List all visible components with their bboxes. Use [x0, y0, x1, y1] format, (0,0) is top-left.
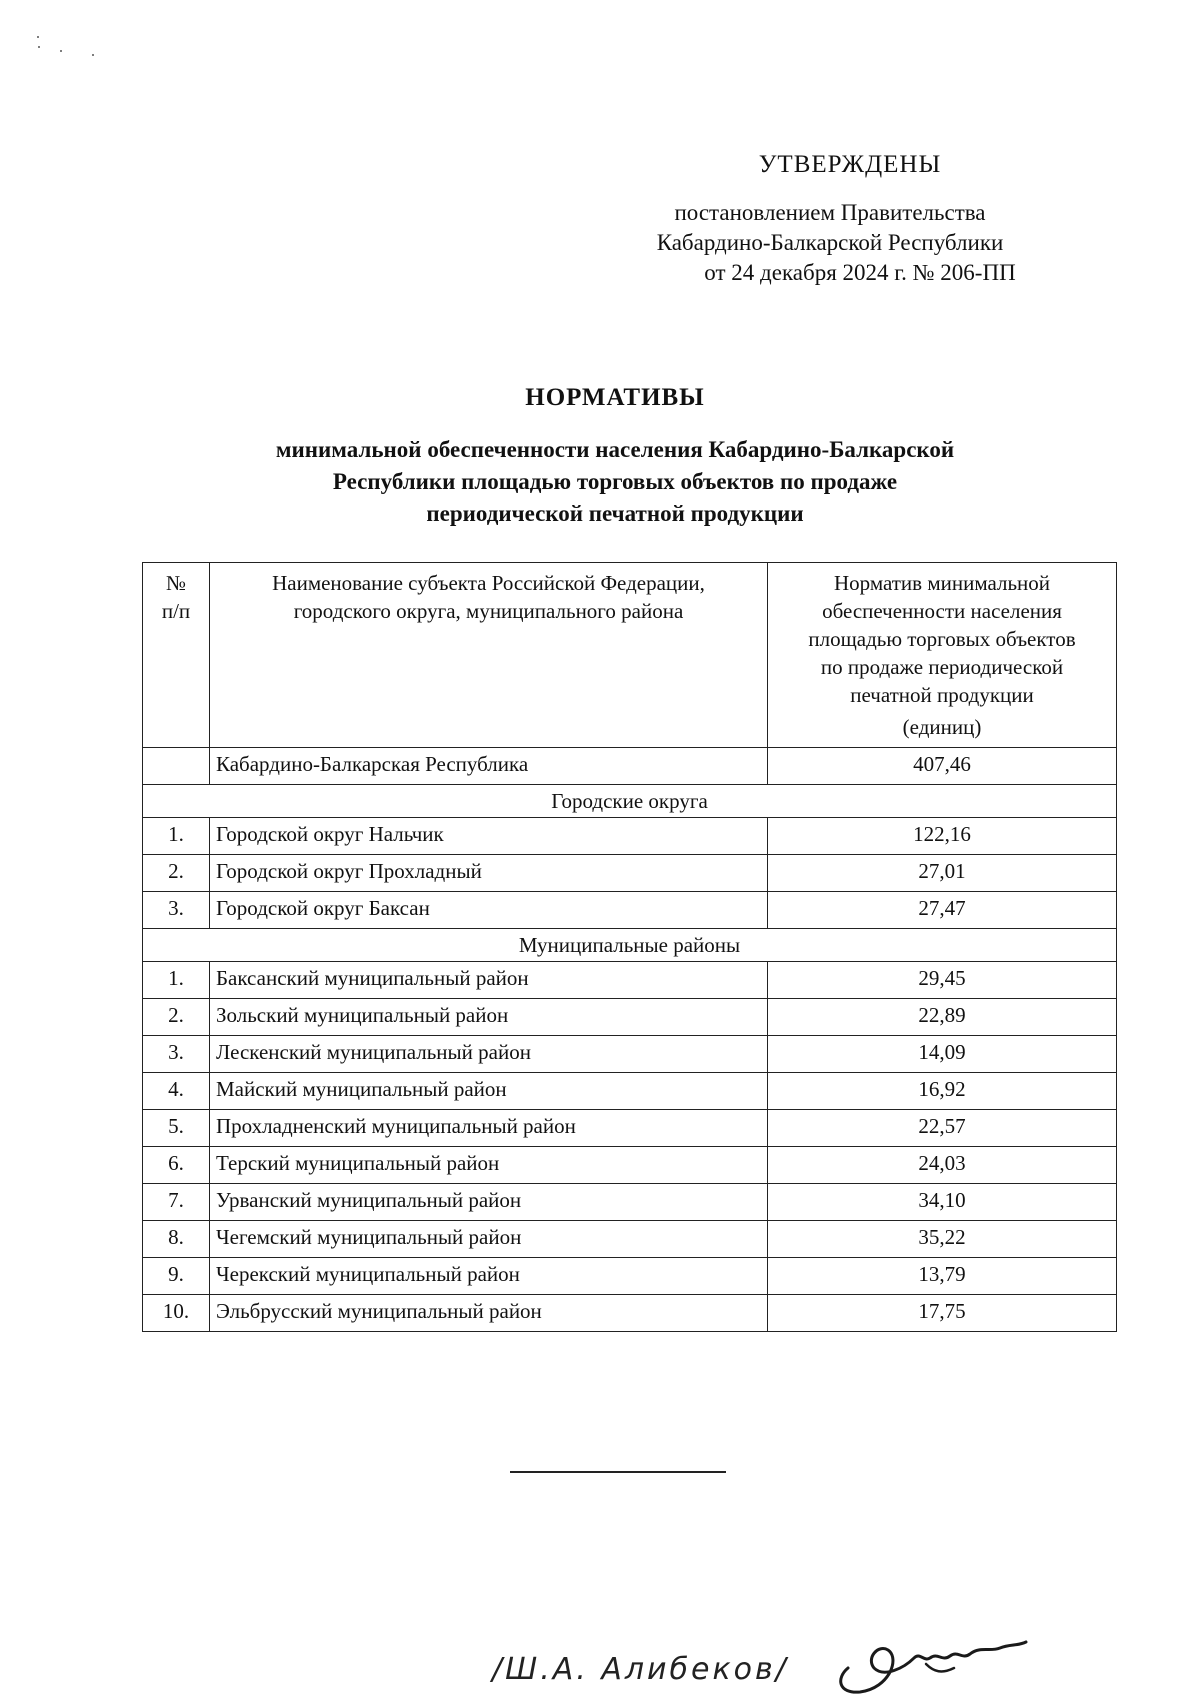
row-value: 14,09: [768, 1036, 1117, 1073]
header-value-line-4: по продаже периодической: [820, 655, 1064, 679]
approval-line-2: Кабардино-Балкарской Республики: [656, 230, 1004, 255]
row-value: 17,75: [768, 1295, 1117, 1332]
header-number-line-1: №: [165, 571, 187, 595]
table-row: [143, 1221, 1117, 1258]
row-value: 22,57: [768, 1110, 1117, 1147]
section-row-urban: [143, 785, 1117, 818]
scan-speck: [92, 54, 94, 56]
header-value-line-5: печатной продукции: [850, 683, 1034, 707]
table-row: [143, 962, 1117, 999]
table-row: [143, 1110, 1117, 1147]
header-number: [143, 563, 210, 748]
header-name: [210, 563, 768, 748]
row-number: 2.: [143, 999, 210, 1036]
row-number: 3.: [143, 1036, 210, 1073]
row-name: Урванский муниципальный район: [210, 1184, 768, 1221]
header-name-line-2: городского округа, муниципального района: [293, 599, 684, 623]
norms-table: [142, 562, 1117, 1332]
row-number: 5.: [143, 1110, 210, 1147]
row-value: 24,03: [768, 1147, 1117, 1184]
handwritten-name: /Ш.А. Алибеков/: [492, 1652, 789, 1687]
total-name-cell: Кабардино-Балкарская Республика: [210, 748, 768, 785]
row-number: 10.: [143, 1295, 210, 1332]
row-name: Городской округ Нальчик: [210, 818, 768, 855]
approval-heading: УТВЕРЖДЕНЫ: [758, 151, 942, 178]
document-title-block: [140, 384, 1090, 530]
row-name: Черекский муниципальный район: [210, 1258, 768, 1295]
table-row: [143, 1073, 1117, 1110]
row-number: 2.: [143, 855, 210, 892]
approval-line-3: от 24 декабря 2024 г. № 206-ПП: [704, 260, 1016, 285]
row-number: 1.: [143, 962, 210, 999]
end-separator-line: [510, 1471, 726, 1473]
row-name: Чегемский муниципальный район: [210, 1221, 768, 1258]
section-title-urban: Городские округа: [143, 785, 1117, 818]
header-value-line-3: площадью торговых объектов: [808, 627, 1076, 651]
row-name: Терский муниципальный район: [210, 1147, 768, 1184]
row-number: 7.: [143, 1184, 210, 1221]
row-name: Городской округ Прохладный: [210, 855, 768, 892]
total-number-cell: [143, 748, 210, 785]
row-number: 8.: [143, 1221, 210, 1258]
row-name: Прохладненский муниципальный район: [210, 1110, 768, 1147]
row-number: 1.: [143, 818, 210, 855]
subtitle-line-3: периодической печатной продукции: [426, 501, 804, 526]
row-value: 122,16: [768, 818, 1117, 855]
document-subtitle: [175, 434, 1055, 530]
row-name: Майский муниципальный район: [210, 1073, 768, 1110]
row-name: Баксанский муниципальный район: [210, 962, 768, 999]
table-row: [143, 1147, 1117, 1184]
row-value: 34,10: [768, 1184, 1117, 1221]
table-row: [143, 999, 1117, 1036]
row-number: 6.: [143, 1147, 210, 1184]
table-row: [143, 818, 1117, 855]
table-row-total: [143, 748, 1117, 785]
table-row: [143, 1036, 1117, 1073]
document-title: НОРМАТИВЫ: [525, 384, 705, 411]
row-value: 35,22: [768, 1221, 1117, 1258]
table-row: [143, 855, 1117, 892]
header-value-unit: (единиц): [902, 715, 982, 739]
table-row: [143, 1184, 1117, 1221]
header-number-line-2: п/п: [161, 599, 191, 623]
header-value: [768, 563, 1117, 748]
row-value: 27,01: [768, 855, 1117, 892]
header-value-line-2: обеспеченности населения: [822, 599, 1062, 623]
scan-speck: [37, 36, 39, 38]
section-row-municipal: [143, 929, 1117, 962]
row-value: 29,45: [768, 962, 1117, 999]
row-value: 13,79: [768, 1258, 1117, 1295]
approval-block: [600, 150, 1060, 288]
row-value: 16,92: [768, 1073, 1117, 1110]
section-title-municipal: Муниципальные районы: [143, 929, 1117, 962]
total-value-cell: 407,46: [768, 748, 1117, 785]
table-row: [143, 1258, 1117, 1295]
row-name: Эльбрусский муниципальный район: [210, 1295, 768, 1332]
row-name: Городской округ Баксан: [210, 892, 768, 929]
row-number: 9.: [143, 1258, 210, 1295]
scan-speck: [38, 46, 40, 48]
row-name: Лескенский муниципальный район: [210, 1036, 768, 1073]
signature-mark: [830, 1628, 1030, 1696]
row-value: 22,89: [768, 999, 1117, 1036]
header-value-line-1: Норматив минимальной: [833, 571, 1051, 595]
table-row: [143, 1295, 1117, 1332]
table-header-row: [143, 563, 1117, 748]
table-row: [143, 892, 1117, 929]
row-value: 27,47: [768, 892, 1117, 929]
row-number: 3.: [143, 892, 210, 929]
header-name-line-1: Наименование субъекта Российской Федерации,: [272, 571, 705, 595]
row-number: 4.: [143, 1073, 210, 1110]
scan-speck: [60, 50, 62, 52]
subtitle-line-2: Республики площадью торговых объектов по продаже: [332, 469, 898, 494]
subtitle-line-1: минимальной обеспеченности населения Кабардино-Балкарской: [275, 437, 955, 462]
approval-line-1: постановлением Правительства: [674, 200, 986, 225]
row-name: Зольский муниципальный район: [210, 999, 768, 1036]
